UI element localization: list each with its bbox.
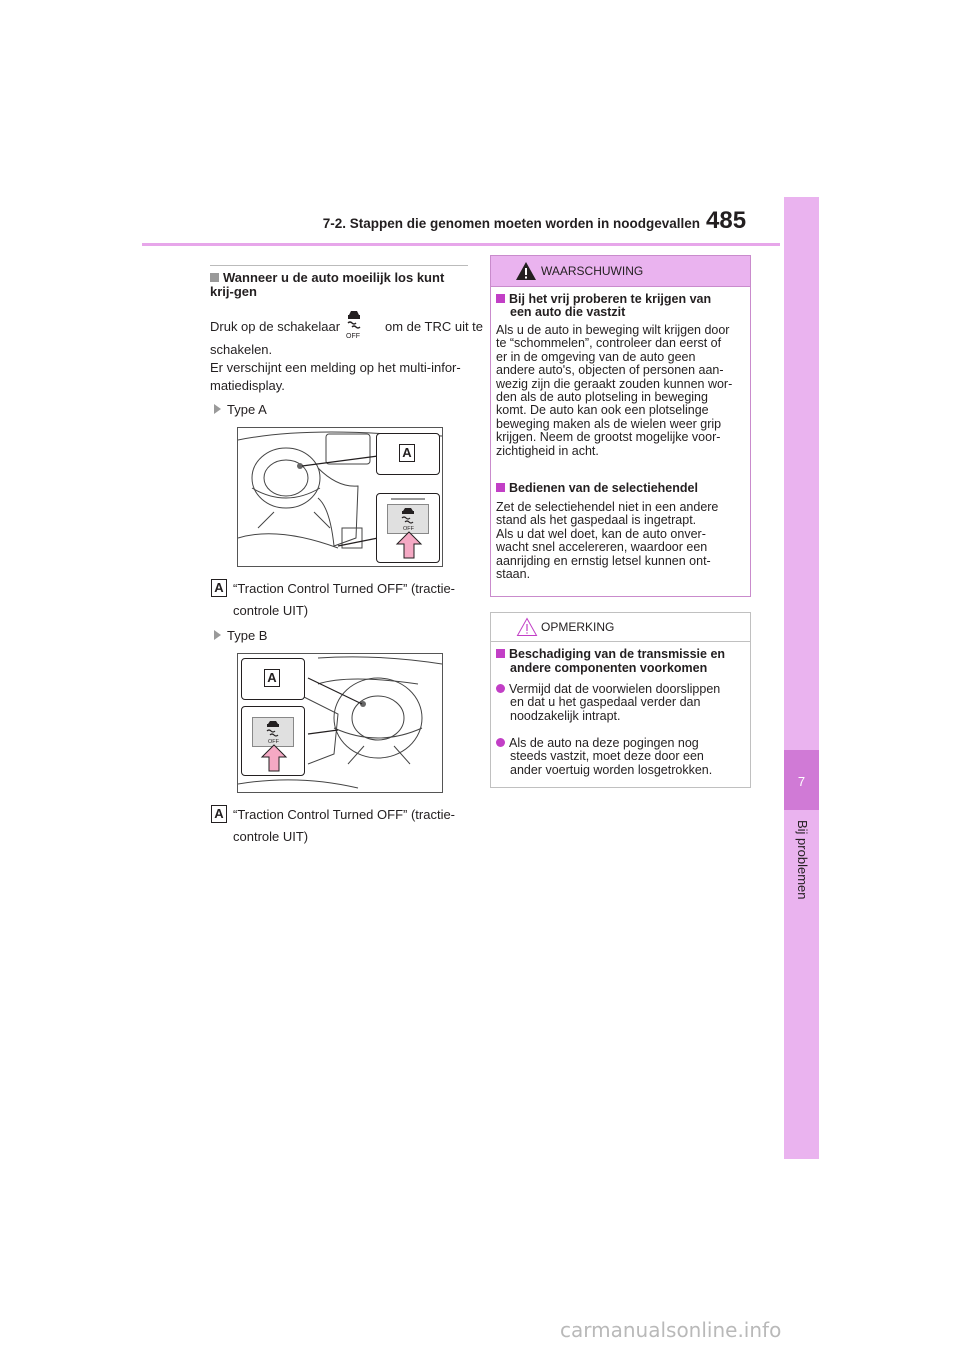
chapter-side-tab [784,197,819,1159]
round-bullet-icon [496,738,505,747]
notice-box [490,612,751,788]
instruction-line1-end: om de TRC uit te [385,319,484,334]
message-line1: Er verschijnt een melding op het multi-infor- [210,360,461,375]
square-bullet-icon [496,294,505,303]
notice-header [491,613,750,642]
switch-inset-a [376,493,440,563]
caption-b-line1: “Traction Control Turned OFF” (tractie- [233,807,456,822]
message-line2: matiedisplay. [210,378,285,393]
caption-a-line2: controle UIT) [233,603,309,618]
section-title: 7-2. Stappen die genomen moeten worden in noodgevallen [322,216,700,231]
type-a-label: Type A [214,401,267,419]
trc-off-icon [388,505,428,533]
header-rule [142,243,780,246]
warning-item2-heading: Bedienen van de selectiehendel [496,482,698,495]
warning-box [490,255,751,597]
trc-off-switch-icon [344,309,364,339]
notice-title: OPMERKING [541,620,615,634]
square-bullet-icon [496,649,505,658]
chapter-number-tab [784,750,819,810]
warning-item1-heading: Bij het vrij proberen te krijgen van [496,293,711,306]
callout-a-frame-b [241,658,305,700]
square-bullet-icon [210,273,219,282]
warning-item1-text: Als u de auto in beweging wilt krijgen door te “schommelen”, controleer dan eerst of er in de omgeving van de auto geen andere auto's, objecten of personen aan- wezig zijn die geraakt zouden kunnen wor- den als de auto plotseling in beweging komt. De auto kan ook een plotselinge beweging maken als de wielen weer grip krijgen. Neem de grootst mogelijke voor- zichtigheid in acht. [496,323,733,458]
instruction-line2: schakelen. [210,342,273,357]
chapter-label-wrap [784,820,819,920]
triangle-bullet-icon [214,404,221,414]
switch-off-label: OFF [268,739,279,745]
chapter-number: 7 [797,774,806,789]
type-b-label: Type B [214,627,267,645]
callout-a-frame-a [376,433,440,475]
caption-a-marker: A [211,579,227,597]
section-rule [210,265,468,266]
instruction-line1: Druk op de schakelaar [210,319,341,334]
caption-b-marker: A [211,805,227,823]
callout-a-letter: A [399,444,415,462]
notice-bullet1: Vermijd dat de voorwielen doorslippen en dat u het gaspedaal verder dan noodzakelijk intrapt. [496,683,720,723]
chapter-label: Bij problemen [795,820,810,900]
watermark: carmanualsonline.info [560,1318,782,1342]
trc-off-icon [253,718,293,746]
switch-inset-b [241,706,305,776]
page-number: 485 [706,207,747,234]
notice-bullet2: Als de auto na deze pogingen nog steeds vastzit, moet deze door een ander voertuig worden losgetrokken. [496,737,712,777]
section-heading: Wanneer u de auto moeilijk los kunt krij-gen [210,270,445,299]
square-bullet-icon [496,483,505,492]
switch-off-label: OFF [346,333,360,339]
warning-header [491,256,750,287]
warning-item2-text: Zet de selectiehendel niet in een andere stand als het gaspedaal is ingetrapt. Als u dat wel doet, kan de auto onver- wacht snel accelereren, waardoor een aanrijding en ernstig letsel kunnen ont- staan. [496,500,719,582]
notice-heading: Beschadiging van de transmissie en [496,648,725,661]
caption-b-line2: controle UIT) [233,829,309,844]
triangle-bullet-icon [214,630,221,640]
press-arrow-icon [260,743,288,773]
press-arrow-icon [395,530,423,560]
round-bullet-icon [496,684,505,693]
inset-top-bar [391,498,425,500]
caption-a-line1: “Traction Control Turned OFF” (tractie- [233,581,456,596]
warning-title: WAARSCHUWING [541,264,644,278]
caution-triangle-icon [516,617,538,637]
warning-triangle-icon [515,261,537,281]
switch-off-label: OFF [403,526,414,532]
callout-a-letter: A [264,669,280,687]
warning-item1-heading-l2: een auto die vastzit [510,305,626,319]
notice-heading-l2: andere componenten voorkomen [510,661,708,675]
